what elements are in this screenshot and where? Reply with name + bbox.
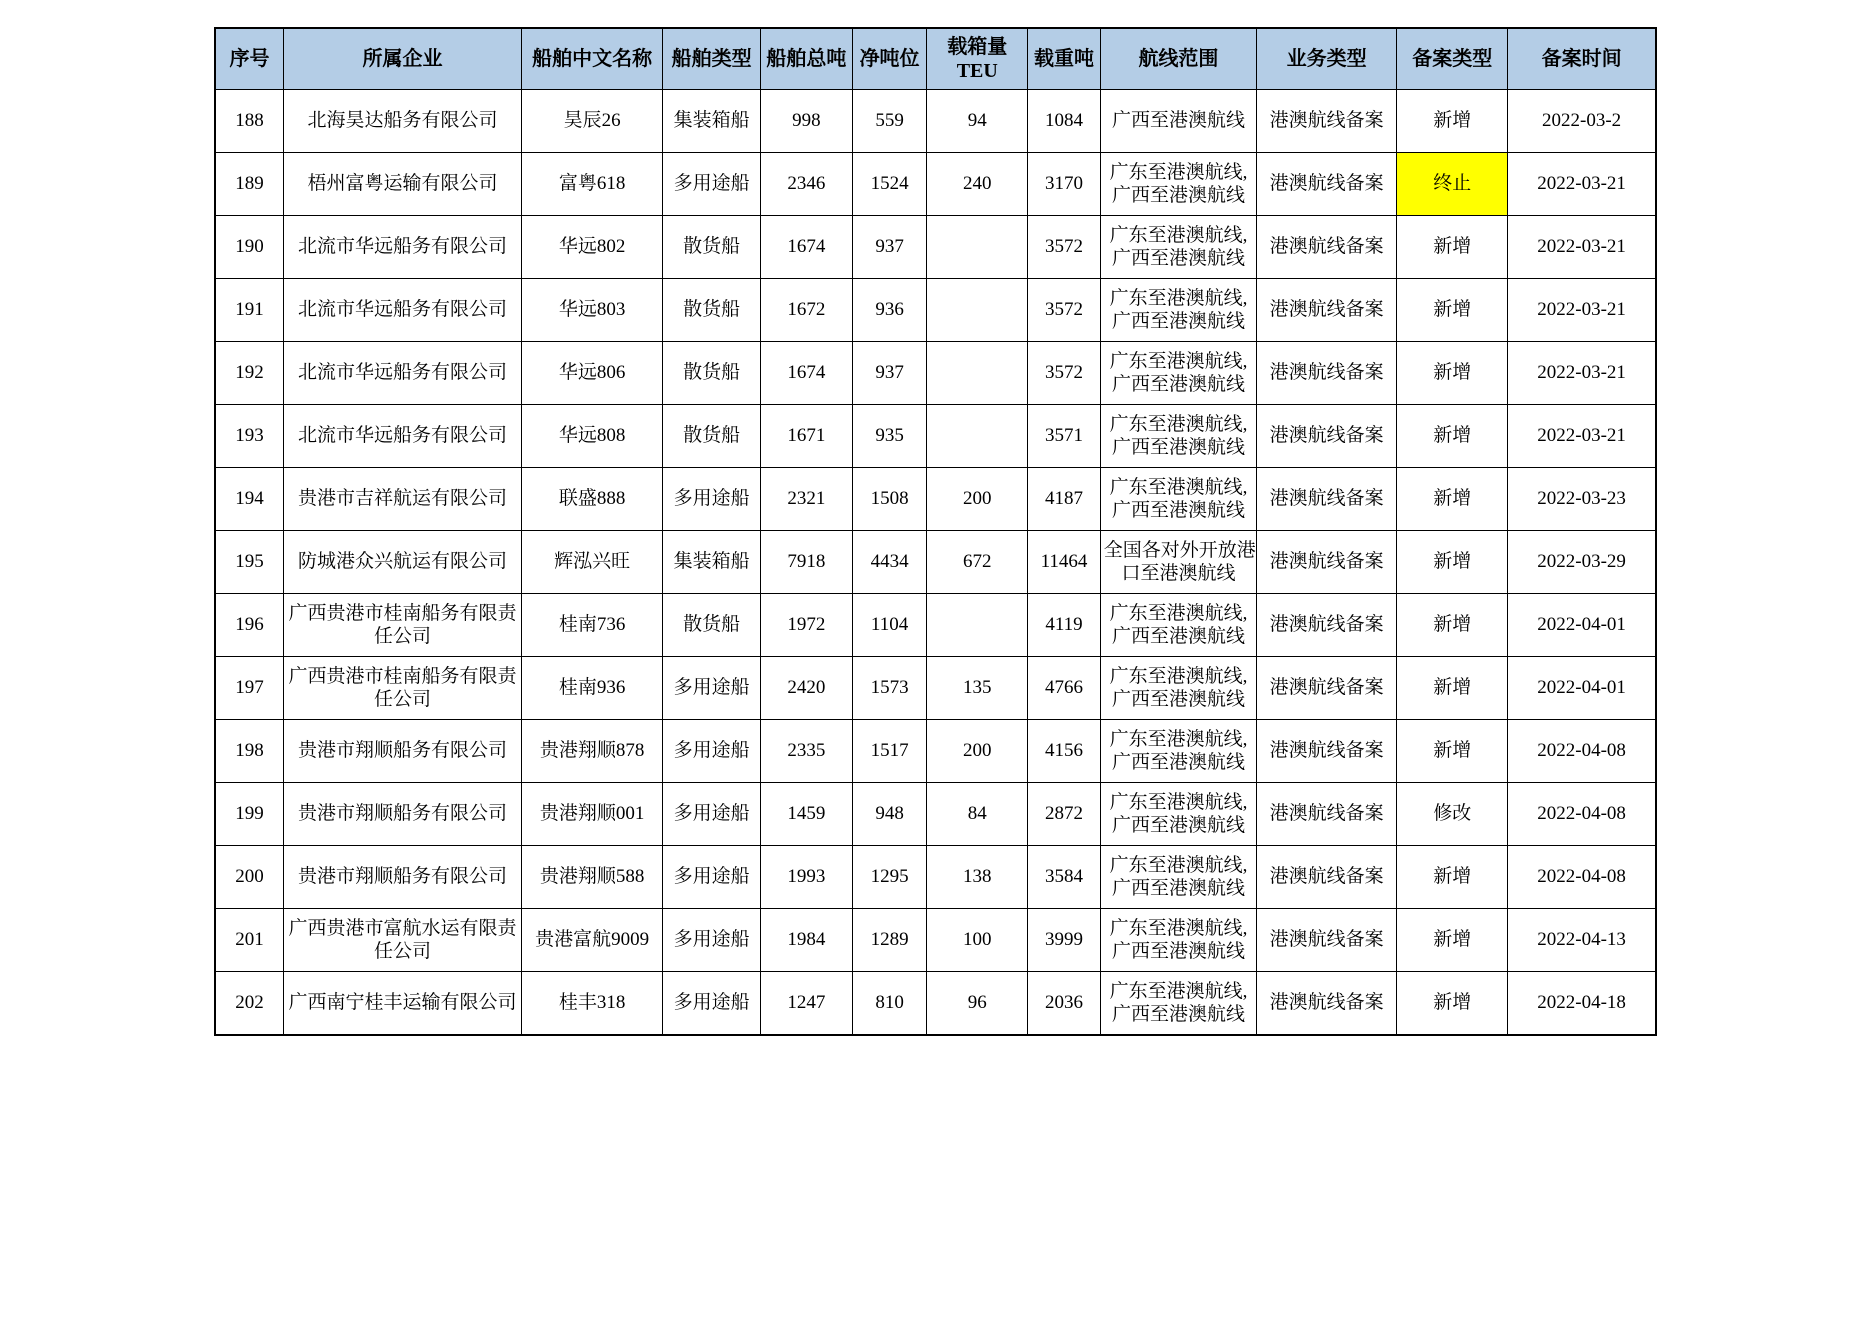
cell-ship-type: 多用途船 xyxy=(663,972,761,1036)
cell-deadweight: 3999 xyxy=(1028,909,1101,972)
table-row xyxy=(215,531,1656,594)
cell-net-tonnage: 1289 xyxy=(852,909,927,972)
cell-deadweight: 3170 xyxy=(1028,153,1101,216)
column-header-record-type: 备案类型 xyxy=(1397,28,1508,90)
cell-ship-type: 多用途船 xyxy=(663,657,761,720)
cell-index: 192 xyxy=(215,342,284,405)
cell-teu: 240 xyxy=(927,153,1028,216)
cell-ship-type: 多用途船 xyxy=(663,468,761,531)
cell-ship-name: 贵港翔顺001 xyxy=(522,783,663,846)
table-row xyxy=(215,90,1656,153)
table-row xyxy=(215,972,1656,1036)
cell-record-type: 新增 xyxy=(1397,90,1508,153)
cell-company: 北流市华远船务有限公司 xyxy=(284,342,522,405)
cell-ship-type: 集装箱船 xyxy=(663,531,761,594)
cell-gross-tonnage: 1972 xyxy=(761,594,853,657)
cell-route xyxy=(1100,90,1256,153)
cell-route xyxy=(1100,720,1256,783)
route-line: 广西至港澳航线 xyxy=(1111,1004,1245,1025)
cell-record-date: 2022-03-21 xyxy=(1508,279,1656,342)
cell-gross-tonnage: 1993 xyxy=(761,846,853,909)
route-line: 广东至港澳航线, xyxy=(1109,413,1248,435)
cell-ship-name: 华远806 xyxy=(522,342,663,405)
table-row xyxy=(215,909,1656,972)
cell-ship-type: 散货船 xyxy=(663,594,761,657)
cell-company: 北流市华远船务有限公司 xyxy=(284,405,522,468)
cell-index: 193 xyxy=(215,405,284,468)
table-row xyxy=(215,468,1656,531)
cell-business-type: 港澳航线备案 xyxy=(1257,972,1397,1036)
cell-ship-type: 多用途船 xyxy=(663,909,761,972)
cell-deadweight: 4156 xyxy=(1028,720,1101,783)
cell-ship-name: 桂南736 xyxy=(522,594,663,657)
route-line: 全国各对外开放港 xyxy=(1103,539,1256,561)
route-line: 广西至港澳航线 xyxy=(1111,752,1245,773)
cell-ship-name: 贵港翔顺588 xyxy=(522,846,663,909)
cell-deadweight: 3572 xyxy=(1028,342,1101,405)
cell-ship-name: 桂丰318 xyxy=(522,972,663,1036)
cell-record-date: 2022-03-2 xyxy=(1508,90,1656,153)
table-header-row xyxy=(215,28,1656,90)
cell-teu: 100 xyxy=(927,909,1028,972)
cell-net-tonnage: 810 xyxy=(852,972,927,1036)
route-line: 广西至港澳航线 xyxy=(1111,626,1245,647)
cell-company: 贵港市翔顺船务有限公司 xyxy=(284,720,522,783)
cell-deadweight: 1084 xyxy=(1028,90,1101,153)
cell-ship-type: 散货船 xyxy=(663,216,761,279)
cell-record-type: 新增 xyxy=(1397,846,1508,909)
cell-teu: 94 xyxy=(927,90,1028,153)
cell-company: 广西贵港市桂南船务有限责任公司 xyxy=(284,594,522,657)
cell-net-tonnage: 1524 xyxy=(852,153,927,216)
cell-teu: 672 xyxy=(927,531,1028,594)
cell-index: 199 xyxy=(215,783,284,846)
cell-company: 广西贵港市富航水运有限责任公司 xyxy=(284,909,522,972)
cell-ship-type: 集装箱船 xyxy=(663,90,761,153)
cell-record-type: 修改 xyxy=(1397,783,1508,846)
cell-teu: 96 xyxy=(927,972,1028,1036)
table-row xyxy=(215,342,1656,405)
cell-deadweight: 2036 xyxy=(1028,972,1101,1036)
column-header-net-tonnage: 净吨位 xyxy=(852,28,927,90)
route-line: 广东至港澳航线, xyxy=(1109,224,1248,246)
cell-company: 贵港市翔顺船务有限公司 xyxy=(284,846,522,909)
cell-teu: 135 xyxy=(927,657,1028,720)
cell-company: 北海昊达船务有限公司 xyxy=(284,90,522,153)
cell-teu xyxy=(927,594,1028,657)
cell-record-date: 2022-03-21 xyxy=(1508,153,1656,216)
cell-record-date: 2022-03-21 xyxy=(1508,342,1656,405)
cell-record-type: 新增 xyxy=(1397,468,1508,531)
route-line: 广西至港澳航线 xyxy=(1111,500,1245,521)
cell-gross-tonnage: 1674 xyxy=(761,216,853,279)
route-line: 广西至港澳航线 xyxy=(1111,815,1245,836)
route-line: 广东至港澳航线, xyxy=(1109,665,1248,687)
table-row xyxy=(215,783,1656,846)
cell-deadweight: 3571 xyxy=(1028,405,1101,468)
route-line: 广西至港澳航线 xyxy=(1111,374,1245,395)
cell-index: 189 xyxy=(215,153,284,216)
route-line: 广西至港澳航线 xyxy=(1111,941,1245,962)
cell-net-tonnage: 559 xyxy=(852,90,927,153)
cell-business-type: 港澳航线备案 xyxy=(1257,846,1397,909)
cell-business-type: 港澳航线备案 xyxy=(1257,468,1397,531)
cell-route xyxy=(1100,846,1256,909)
cell-record-type: 新增 xyxy=(1397,405,1508,468)
table-row xyxy=(215,594,1656,657)
route-line: 广西至港澳航线 xyxy=(1111,878,1245,899)
column-header-route: 航线范围 xyxy=(1100,28,1256,90)
table-row xyxy=(215,153,1656,216)
cell-deadweight: 4766 xyxy=(1028,657,1101,720)
route-line: 广西至港澳航线 xyxy=(1111,110,1245,132)
cell-ship-type: 多用途船 xyxy=(663,720,761,783)
cell-company: 广西贵港市桂南船务有限责任公司 xyxy=(284,657,522,720)
cell-index: 194 xyxy=(215,468,284,531)
registration-table-container xyxy=(214,20,1657,1036)
cell-ship-name: 华远803 xyxy=(522,279,663,342)
route-line: 广东至港澳航线, xyxy=(1109,728,1248,750)
cell-gross-tonnage: 2346 xyxy=(761,153,853,216)
route-line: 广东至港澳航线, xyxy=(1109,476,1248,498)
cell-route xyxy=(1100,594,1256,657)
cell-net-tonnage: 948 xyxy=(852,783,927,846)
cell-route xyxy=(1100,468,1256,531)
cell-teu: 200 xyxy=(927,720,1028,783)
table-row xyxy=(215,846,1656,909)
cell-gross-tonnage: 998 xyxy=(761,90,853,153)
table-row xyxy=(215,405,1656,468)
table-header xyxy=(215,28,1656,90)
cell-record-type: 新增 xyxy=(1397,342,1508,405)
column-header-ship-type: 船舶类型 xyxy=(663,28,761,90)
cell-ship-type: 散货船 xyxy=(663,405,761,468)
cell-business-type: 港澳航线备案 xyxy=(1257,216,1397,279)
cell-business-type: 港澳航线备案 xyxy=(1257,783,1397,846)
cell-record-type: 终止 xyxy=(1397,153,1508,216)
cell-record-type: 新增 xyxy=(1397,657,1508,720)
cell-teu: 84 xyxy=(927,783,1028,846)
cell-company: 梧州富粤运输有限公司 xyxy=(284,153,522,216)
route-line: 口至港澳航线 xyxy=(1121,563,1236,584)
column-header-teu: 载箱量TEU xyxy=(927,28,1028,90)
cell-ship-type: 多用途船 xyxy=(663,783,761,846)
cell-record-date: 2022-03-21 xyxy=(1508,216,1656,279)
cell-net-tonnage: 1295 xyxy=(852,846,927,909)
cell-index: 195 xyxy=(215,531,284,594)
route-line: 广西至港澳航线 xyxy=(1111,689,1245,710)
cell-record-date: 2022-04-08 xyxy=(1508,720,1656,783)
cell-business-type: 港澳航线备案 xyxy=(1257,594,1397,657)
cell-net-tonnage: 1508 xyxy=(852,468,927,531)
table-body xyxy=(215,90,1656,1036)
cell-net-tonnage: 1104 xyxy=(852,594,927,657)
cell-index: 191 xyxy=(215,279,284,342)
cell-record-date: 2022-03-23 xyxy=(1508,468,1656,531)
cell-record-date: 2022-04-13 xyxy=(1508,909,1656,972)
cell-record-type: 新增 xyxy=(1397,909,1508,972)
cell-record-date: 2022-03-21 xyxy=(1508,405,1656,468)
cell-deadweight: 2872 xyxy=(1028,783,1101,846)
cell-route xyxy=(1100,909,1256,972)
route-line: 广东至港澳航线, xyxy=(1109,161,1248,183)
cell-ship-name: 联盛888 xyxy=(522,468,663,531)
cell-business-type: 港澳航线备案 xyxy=(1257,720,1397,783)
cell-ship-name: 桂南936 xyxy=(522,657,663,720)
cell-ship-name: 华远808 xyxy=(522,405,663,468)
cell-index: 196 xyxy=(215,594,284,657)
route-line: 广东至港澳航线, xyxy=(1109,350,1248,372)
cell-record-date: 2022-03-29 xyxy=(1508,531,1656,594)
column-header-index: 序号 xyxy=(215,28,284,90)
cell-net-tonnage: 1573 xyxy=(852,657,927,720)
column-header-deadweight: 载重吨 xyxy=(1028,28,1101,90)
column-header-record-date: 备案时间 xyxy=(1508,28,1656,90)
route-line: 广东至港澳航线, xyxy=(1109,917,1248,939)
cell-record-type: 新增 xyxy=(1397,531,1508,594)
cell-gross-tonnage: 1672 xyxy=(761,279,853,342)
cell-net-tonnage: 935 xyxy=(852,405,927,468)
cell-gross-tonnage: 1459 xyxy=(761,783,853,846)
cell-route xyxy=(1100,153,1256,216)
cell-deadweight: 3572 xyxy=(1028,216,1101,279)
cell-record-date: 2022-04-01 xyxy=(1508,594,1656,657)
route-line: 广东至港澳航线, xyxy=(1109,287,1248,309)
cell-record-date: 2022-04-08 xyxy=(1508,846,1656,909)
cell-record-type: 新增 xyxy=(1397,594,1508,657)
cell-net-tonnage: 937 xyxy=(852,216,927,279)
table-row xyxy=(215,720,1656,783)
cell-ship-type: 散货船 xyxy=(663,342,761,405)
route-line: 广西至港澳航线 xyxy=(1111,437,1245,458)
route-line: 广东至港澳航线, xyxy=(1109,980,1248,1002)
table-row xyxy=(215,216,1656,279)
cell-ship-name: 昊辰26 xyxy=(522,90,663,153)
cell-deadweight: 4119 xyxy=(1028,594,1101,657)
cell-deadweight: 11464 xyxy=(1028,531,1101,594)
cell-gross-tonnage: 1671 xyxy=(761,405,853,468)
column-header-gross-tonnage: 船舶总吨 xyxy=(761,28,853,90)
cell-ship-name: 富粤618 xyxy=(522,153,663,216)
route-line: 广东至港澳航线, xyxy=(1109,854,1248,876)
cell-gross-tonnage: 2321 xyxy=(761,468,853,531)
cell-index: 200 xyxy=(215,846,284,909)
column-header-business-type: 业务类型 xyxy=(1257,28,1397,90)
cell-gross-tonnage: 2420 xyxy=(761,657,853,720)
cell-ship-name: 贵港翔顺878 xyxy=(522,720,663,783)
column-header-company: 所属企业 xyxy=(284,28,522,90)
cell-route xyxy=(1100,405,1256,468)
cell-index: 197 xyxy=(215,657,284,720)
cell-teu: 138 xyxy=(927,846,1028,909)
cell-business-type: 港澳航线备案 xyxy=(1257,342,1397,405)
cell-net-tonnage: 1517 xyxy=(852,720,927,783)
route-line: 广西至港澳航线 xyxy=(1111,311,1245,332)
cell-record-type: 新增 xyxy=(1397,720,1508,783)
cell-net-tonnage: 936 xyxy=(852,279,927,342)
column-header-ship-name: 船舶中文名称 xyxy=(522,28,663,90)
cell-business-type: 港澳航线备案 xyxy=(1257,909,1397,972)
table-row xyxy=(215,279,1656,342)
cell-route xyxy=(1100,657,1256,720)
cell-business-type: 港澳航线备案 xyxy=(1257,657,1397,720)
cell-teu xyxy=(927,216,1028,279)
cell-gross-tonnage: 2335 xyxy=(761,720,853,783)
cell-business-type: 港澳航线备案 xyxy=(1257,153,1397,216)
cell-route xyxy=(1100,342,1256,405)
cell-route xyxy=(1100,783,1256,846)
cell-index: 188 xyxy=(215,90,284,153)
cell-business-type: 港澳航线备案 xyxy=(1257,405,1397,468)
cell-ship-type: 多用途船 xyxy=(663,846,761,909)
cell-business-type: 港澳航线备案 xyxy=(1257,531,1397,594)
cell-company: 贵港市吉祥航运有限公司 xyxy=(284,468,522,531)
cell-business-type: 港澳航线备案 xyxy=(1257,279,1397,342)
cell-deadweight: 3584 xyxy=(1028,846,1101,909)
cell-company: 广西南宁桂丰运输有限公司 xyxy=(284,972,522,1036)
cell-company: 防城港众兴航运有限公司 xyxy=(284,531,522,594)
route-line: 广西至港澳航线 xyxy=(1111,185,1245,206)
cell-index: 202 xyxy=(215,972,284,1036)
cell-route xyxy=(1100,216,1256,279)
cell-index: 190 xyxy=(215,216,284,279)
cell-route xyxy=(1100,972,1256,1036)
cell-record-date: 2022-04-18 xyxy=(1508,972,1656,1036)
cell-record-type: 新增 xyxy=(1397,216,1508,279)
cell-net-tonnage: 937 xyxy=(852,342,927,405)
cell-route xyxy=(1100,279,1256,342)
cell-ship-type: 散货船 xyxy=(663,279,761,342)
cell-gross-tonnage: 1674 xyxy=(761,342,853,405)
cell-record-date: 2022-04-01 xyxy=(1508,657,1656,720)
cell-teu xyxy=(927,279,1028,342)
cell-route xyxy=(1100,531,1256,594)
cell-index: 201 xyxy=(215,909,284,972)
cell-gross-tonnage: 1984 xyxy=(761,909,853,972)
cell-teu xyxy=(927,342,1028,405)
cell-gross-tonnage: 7918 xyxy=(761,531,853,594)
cell-ship-name: 辉泓兴旺 xyxy=(522,531,663,594)
cell-teu xyxy=(927,405,1028,468)
route-line: 广东至港澳航线, xyxy=(1109,791,1248,813)
cell-ship-name: 华远802 xyxy=(522,216,663,279)
cell-ship-name: 贵港富航9009 xyxy=(522,909,663,972)
cell-ship-type: 多用途船 xyxy=(663,153,761,216)
route-line: 广东至港澳航线, xyxy=(1109,602,1248,624)
cell-deadweight: 3572 xyxy=(1028,279,1101,342)
cell-gross-tonnage: 1247 xyxy=(761,972,853,1036)
cell-business-type: 港澳航线备案 xyxy=(1257,90,1397,153)
cell-record-type: 新增 xyxy=(1397,279,1508,342)
cell-record-type: 新增 xyxy=(1397,972,1508,1036)
cell-index: 198 xyxy=(215,720,284,783)
cell-company: 北流市华远船务有限公司 xyxy=(284,216,522,279)
cell-net-tonnage: 4434 xyxy=(852,531,927,594)
cell-company: 贵港市翔顺船务有限公司 xyxy=(284,783,522,846)
cell-company: 北流市华远船务有限公司 xyxy=(284,279,522,342)
cell-teu: 200 xyxy=(927,468,1028,531)
cell-deadweight: 4187 xyxy=(1028,468,1101,531)
route-line: 广西至港澳航线 xyxy=(1111,248,1245,269)
table-row xyxy=(215,657,1656,720)
vessel-registration-table xyxy=(214,27,1657,1036)
cell-record-date: 2022-04-08 xyxy=(1508,783,1656,846)
